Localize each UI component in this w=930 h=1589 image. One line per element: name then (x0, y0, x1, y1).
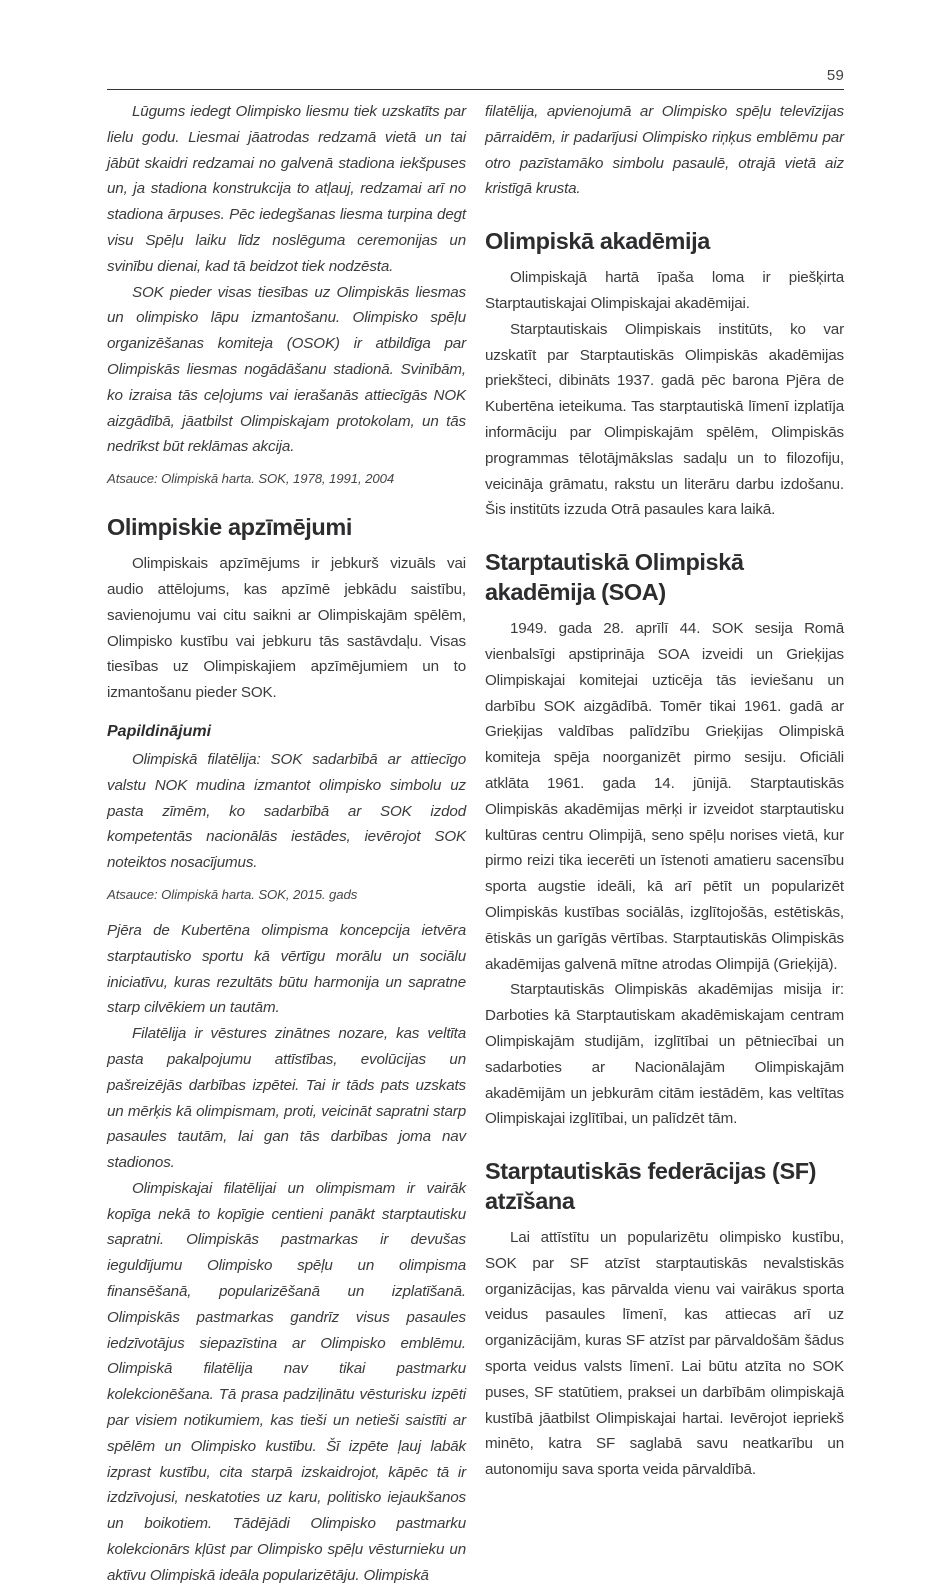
paragraph-philately-continuation: filatēlija, apvienojumā ar Olimpisko spēļu televīzijas pārraidēm, ir padarījusi Olimpisko riņķus emblēmu par otro pazīstamāko simbolu pasaulē, otrajā vietā aiz kristīgā krusta. (485, 103, 844, 198)
subheading-papildinajumi: Papildinājumi (107, 722, 212, 740)
paragraph-flame-quote: Lūgums iedegt Olimpisko liesmu tiek uzskatīts par lielu godu. Liesmai jāatrodas redzamā vietā un tai jābūt skaidri redzamai no galvenā stadiona iekšpuses un, ja stadiona konstrukcija to atļauj, redzamai arī no stadiona ārpuses. Pēc iedegšanas liesma turpina degt visu Spēļu laiku līdz noslēguma ceremonijas un svinību dienai, kad tā beidzot tiek nodzēsta. (107, 103, 466, 275)
paragraph-philately-history: Filatēlija ir vēstures zinātnes nozare, kas veltīta pasta pakalpojumu attīstības, evolūcijas un pašreizējās darbības izpētei. Tai ir tāds pats uzskats un mērķis kā olimpismam, proti, veicināt sapratni starp pasaules tautām, lai gan tās darbības joma nav stadionos. (107, 1025, 466, 1172)
paragraph-olympic-institute: Starptautiskais Olimpiskais institūts, ko var uzskatīt par Starptautiskās Olimpiskās akadēmijas priekšteci, dibināts 1937. gadā pēc barona Pjēra de Kubertēna ieteikuma. Tas starptautiskā līmenī izplatīja informāciju par Olimpiskajām spēlēm, Olimpiskās programmas tēlotājmākslas sadaļu un to filozofiju, veicināja grāmatu, rakstu un literāru darbu izdošanu. Šis institūts izzuda Otrā pasaules kara laikā. (485, 320, 844, 519)
paragraph-philately-quote: Olimpiskā filatēlija: SOK sadarbībā ar attiecīgo valstu NOK mudina izmantot olimpisko simbolu uz pasta zīmēm, ko sadarbībā ar SOK izdod kompetentās nacionālās iestādes, ievērojot SOK noteiktos nosacījumus. (107, 750, 466, 872)
paragraph-philately-olympism: Olimpiskajai filatēlijai un olimpismam ir vairāk kopīga nekā to kopīgie centieni panākt starptautisku sapratni. Olimpiskās pastmarkas ir devušas ieguldījumu Olimpisko spēļu un olimpisma finansēšanā, popularizēšanā un izplatīšanā. Olimpiskās pastmarkas gandrīz visus pasaules iedzīvotājus siepazīstina ar Olimpisko emblēmu. Olimpiskā filatēlija nav tikai pastmarku kolekcionēšana. Tā prasa padziļinātu vēsturisku izpēti par visiem notikumiem, kas tieši un netieši saistīti ar spēlēm un Olimpisko kustību. Šī izpēte ļauj labāk izprast kustību, cita starpā izskaidrojot, kāpēc tā ir izdzīvojusi, neskatoties uz karu, politisko iejaukšanos un boikotiem. Tādējādi Olimpisko pastmarku kolekcionārs kļūst par Olimpisko spēļu vēsturnieku un aktīvu Olimpiskā ideāla popularizētāju. Olimpiskā (107, 1179, 466, 1584)
paragraph-coubertin-concept: Pjēra de Kubertēna olimpisma koncepcija ietvēra starptautisko sportu kā vērtīgu morālu un sociālu iniciatīvu, kuras rezultāts būtu harmonija un sapratne starp cilvēkiem un tautām. (107, 921, 466, 1017)
page-content (107, 99, 844, 1589)
paragraph-designations: Olimpiskais apzīmējums ir jebkurš vizuāls vai audio attēlojums, kas apzīmē jebkādu saistību, savienojumu vai citu saikni ar Olimpiskajām spēlēm, Olimpisko kustību vai jebkuru tās sastāvdaļu. Visas tiesības uz Olimpiskajiem apzīmējumiem un to izmantošanu pieder SOK. (107, 555, 466, 702)
column-left (107, 99, 466, 1589)
paragraph-soa-history: 1949. gada 28. aprīlī 44. SOK sesija Romā vienbalsīgi apstiprināja SOA izveidi un Grieķijas Olimpiskajai komitejai uzticēja tās ieviešanu un darbību SOK aizgādībā. Tomēr tikai 1961. gadā ar Grieķijas valdības palīdzību Grieķijas Olimpiskā komiteja spēja noorganizēt pirmo sesiju. Oficiāli atklāta 1961. gada 14. jūnijā. Starptautiskās Olimpiskās akadēmijas mērķi ir izveidot starptautisku kultūras centru Olimpijā, seno spēļu norises vietā, kur pirmo reizi tika iecerēti un īstenoti amatieru sacensību sporta augstie ideāli, kā arī pētīt un popularizēt Olimpiskās kustības sociālās, izglītojošās, estētiskās, ētiskās un garīgās vērtības. Starptautiskās Olimpiskās akadēmijas galvenā mītne atrodas Olimpijā (Grieķijā). (485, 620, 844, 973)
section-heading-olimpiska-akademija: Olimpiskā akadēmija (485, 228, 710, 255)
section-heading-olimpiskie-apzimejumi: Olimpiskie apzīmējumi (107, 514, 352, 541)
page-header (107, 66, 844, 90)
paragraph-academy-intro: Olimpiskajā hartā īpaša loma ir piešķirta Starptautiskajai Olimpiskajai akadēmijai. (485, 269, 844, 312)
header-rule (107, 89, 844, 90)
section-heading-sf-atzisana: Starptautiskās federācijas (SF) atzīšana (485, 1158, 817, 1215)
paragraph-soa-mission: Starptautiskās Olimpiskās akadēmijas misija ir: Darboties kā Starptautiskam akadēmiskajam centram Olimpiskajām studijām, izglītībai un pētniecībai un sadarboties ar Nacionālajām Olimpiskajām akadēmijām un jebkurām citām iestādēm, kas veltītas Olimpiskajai izglītībai, un palīdzēt tām. (485, 981, 844, 1128)
reference-note-charter-1978: Atsauce: Olimpiskā harta. SOK, 1978, 1991, 2004 (107, 471, 395, 487)
paragraph-sf-recognition: Lai attīstītu un popularizētu olimpisko kustību, SOK par SF atzīst starptautiskās nevalstiskās organizācijas, kas pārvalda vienu vai vairākus sporta veidus pasaules līmenī, kas attiecas arī uz organizācijām, kuras SF atzīst par pārvaldošām šādus sporta veidus valsts līmenī. Lai būtu atzīta no SOK puses, SF statūtiem, praksei un darbībām olimpiskajā kustībā jāatbilst Olimpiskajai hartai. Ievērojot iepriekš minēto, katra SF saglabā savu neatkarību un autonomiju sava sporta veida pārvaldībā. (485, 1229, 844, 1479)
page-number: 59 (826, 67, 844, 84)
column-right (485, 99, 844, 1589)
reference-note-charter-2015: Atsauce: Olimpiskā harta. SOK, 2015. gads (107, 886, 358, 902)
section-heading-soa: Starptautiskā Olimpiskā akadēmija (SOA) (485, 549, 744, 606)
paragraph-flame-rights-quote: SOK pieder visas tiesības uz Olimpiskās liesmas un olimpisko lāpu izmantošanu. Olimpisko spēļu organizēšanas komiteja (OSOK) ir atbildīga par Olimpiskās liesmas nogādāšanu stadionā. Svinībām, ko izraisa tās ceļojums vai ierašanās attiecīgās NOK aizgādībā, jāatbilst Olimpiskajam protokolam, un tās nedrīkst būt reklāmas akcija. (107, 283, 466, 456)
